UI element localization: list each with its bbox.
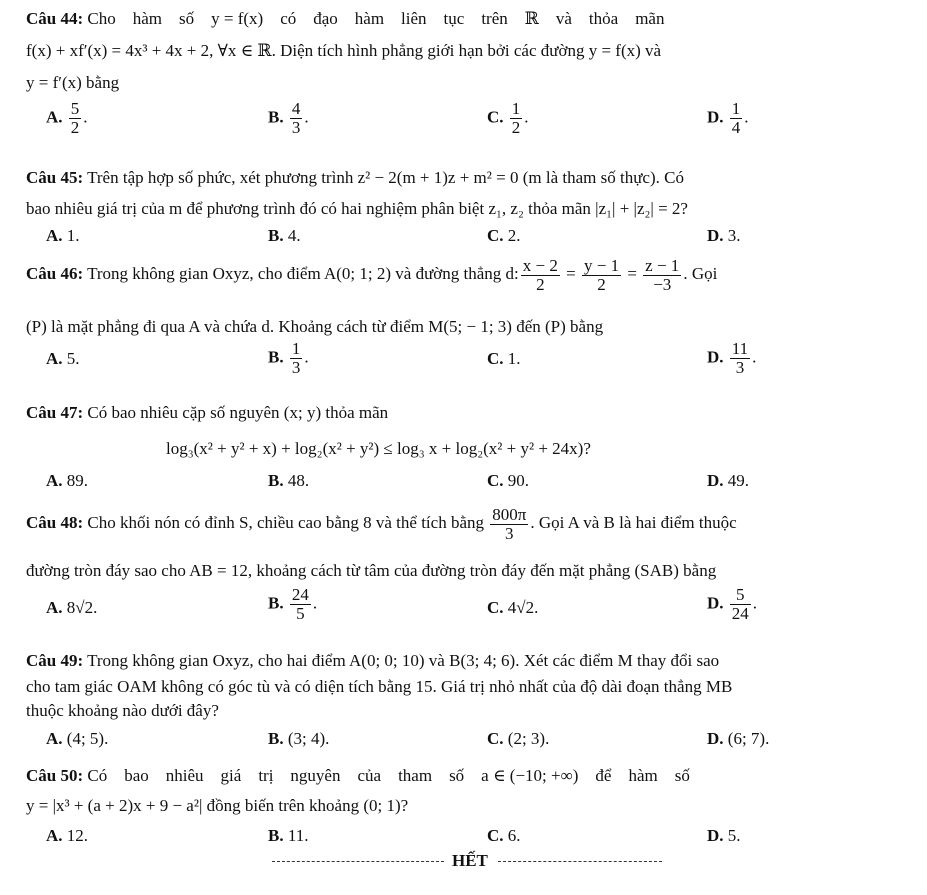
option-tail: . bbox=[304, 107, 309, 127]
fraction bbox=[290, 586, 311, 623]
q45-option-b[interactable] bbox=[268, 225, 301, 247]
footer-divider bbox=[272, 850, 662, 870]
q49-option-d[interactable] bbox=[707, 728, 769, 750]
option-text: 11. bbox=[287, 826, 309, 845]
q49-option-a[interactable] bbox=[46, 728, 108, 750]
q49-option-b[interactable] bbox=[268, 728, 329, 750]
option-text: 12. bbox=[66, 826, 89, 845]
option-label: C. bbox=[487, 226, 504, 245]
fraction bbox=[730, 100, 743, 137]
question-44-line-2: f(x) + xf′(x) = 4x³ + 4x + 2, ∀x ∈ ℝ. Diện tích hình phẳng giới hạn bởi các đường y = f(x) và bbox=[26, 41, 662, 60]
fraction-num: 5 bbox=[730, 586, 751, 605]
option-label: A. bbox=[46, 598, 63, 617]
fraction-den: 2 bbox=[70, 118, 80, 137]
question-45-label: Câu 45: bbox=[26, 168, 84, 187]
fraction-den: 3 bbox=[291, 118, 301, 137]
option-label: C. bbox=[487, 107, 504, 127]
option-text: 4√2. bbox=[507, 598, 539, 617]
option-text: 5. bbox=[727, 826, 741, 845]
fraction-den: −3 bbox=[653, 274, 672, 294]
fraction-den: 4 bbox=[731, 118, 741, 137]
fraction-num: y − 1 bbox=[583, 255, 620, 275]
option-text: (2; 3). bbox=[507, 729, 550, 748]
q44-option-a[interactable] bbox=[46, 100, 88, 137]
option-label: D. bbox=[707, 107, 724, 127]
option-label: C. bbox=[487, 826, 504, 845]
fraction bbox=[730, 340, 750, 377]
option-label: A. bbox=[46, 349, 63, 368]
option-label: A. bbox=[46, 729, 63, 748]
option-text: 5. bbox=[66, 349, 80, 368]
question-47-label: Câu 47: bbox=[26, 403, 84, 422]
option-label: C. bbox=[487, 349, 504, 368]
q48-option-b[interactable] bbox=[268, 586, 317, 623]
fraction-num: z − 1 bbox=[645, 255, 680, 275]
question-46-line-2: (P) là mặt phẳng đi qua A và chứa d. Khoảng cách từ điểm M(5; − 1; 3) đến (P) bằng bbox=[26, 317, 604, 336]
fraction bbox=[290, 100, 303, 137]
fraction-num: x − 2 bbox=[522, 255, 558, 275]
q48-option-c[interactable] bbox=[487, 597, 538, 619]
option-tail: . bbox=[312, 593, 318, 613]
q48-option-d[interactable] bbox=[707, 586, 757, 623]
option-label: A. bbox=[46, 226, 63, 245]
option-label: D. bbox=[707, 347, 724, 367]
question-47-line-1 bbox=[26, 402, 388, 424]
q46-option-a[interactable] bbox=[46, 348, 80, 370]
question-49-text-1: Trong không gian Oxyz, cho hai điểm A(0; 0; 10) và B(3; 4; 6). Xét các điểm M thay đổi sao bbox=[87, 651, 720, 670]
option-label: B. bbox=[268, 729, 284, 748]
fraction-den: 2 bbox=[597, 274, 606, 294]
option-text: 2. bbox=[507, 226, 521, 245]
q47-option-d[interactable] bbox=[707, 470, 749, 492]
question-46-label: Câu 46: bbox=[26, 264, 84, 283]
question-50-label: Câu 50: bbox=[26, 766, 84, 785]
q46-option-c[interactable] bbox=[487, 348, 521, 370]
fraction-num: 24 bbox=[291, 585, 309, 604]
fraction bbox=[643, 257, 681, 294]
question-48-line-2: đường tròn đáy sao cho AB = 12, khoảng cách từ tâm của đường tròn đáy đến mặt phẳng (SAB) bằng bbox=[26, 561, 717, 580]
fraction bbox=[290, 340, 303, 377]
fraction-den: 2 bbox=[511, 118, 521, 137]
option-text: 3. bbox=[727, 226, 741, 245]
q44-option-d[interactable] bbox=[707, 100, 749, 137]
question-45-line-2: bao nhiêu giá trị của m để phương trình đó có hai nghiệm phân biệt z₁, z₂ thỏa mãn |z₁| + |z₂| = 2? bbox=[26, 199, 688, 218]
question-50-line-1 bbox=[26, 765, 690, 787]
question-50-line-2: y = |x³ + (a + 2)x + 9 − a²| đồng biến trên khoảng (0; 1)? bbox=[26, 796, 409, 815]
option-label: A. bbox=[46, 471, 63, 490]
question-47-text-1: Có bao nhiêu cặp số nguyên (x; y) thỏa mãn bbox=[87, 403, 389, 422]
option-tail: . bbox=[744, 107, 749, 127]
option-label: D. bbox=[707, 226, 724, 245]
option-text: 1. bbox=[507, 349, 521, 368]
question-49-line-3: thuộc khoảng nào dưới đây? bbox=[26, 701, 219, 720]
q50-option-a[interactable] bbox=[46, 825, 88, 847]
dashed-line-right bbox=[498, 861, 662, 862]
option-tail: . bbox=[524, 107, 529, 127]
question-49-label: Câu 49: bbox=[26, 651, 84, 670]
option-text: 48. bbox=[287, 471, 310, 490]
fraction bbox=[69, 100, 82, 137]
fraction-den: 3 bbox=[735, 358, 745, 377]
q48-option-a[interactable] bbox=[46, 597, 97, 619]
q45-option-a[interactable] bbox=[46, 225, 80, 247]
question-45-line-1 bbox=[26, 167, 684, 189]
fraction-num: 1 bbox=[291, 339, 301, 358]
option-text: 90. bbox=[507, 471, 530, 490]
option-label: B. bbox=[268, 226, 284, 245]
question-46-text-1a: Trong không gian Oxyz, cho điểm A(0; 1; 2) và đường thẳng d: bbox=[87, 264, 519, 283]
option-text: 8√2. bbox=[66, 598, 98, 617]
fraction-den: 3 bbox=[291, 358, 301, 377]
question-48-text-1a: Cho khối nón có đỉnh S, chiều cao bằng 8 và thể tích bằng bbox=[87, 513, 484, 532]
q46-option-b[interactable] bbox=[268, 340, 309, 377]
q50-option-c[interactable] bbox=[487, 825, 521, 847]
q47-option-a[interactable] bbox=[46, 470, 88, 492]
dashed-line-left bbox=[272, 861, 444, 862]
q49-option-c[interactable] bbox=[487, 728, 549, 750]
option-tail: . bbox=[752, 593, 758, 613]
fraction bbox=[490, 506, 528, 543]
question-45-text-1: Trên tập hợp số phức, xét phương trình z² − 2(m + 1)z + m² = 0 (m là tham số thực). Có bbox=[87, 168, 684, 187]
option-tail: . bbox=[752, 347, 757, 367]
option-label: B. bbox=[268, 107, 284, 127]
question-44-text-1: Cho hàm số y = f(x) có đạo hàm liên tục trên ℝ và thỏa mãn bbox=[87, 9, 665, 28]
q46-option-d[interactable] bbox=[707, 340, 756, 377]
fraction-num: 1 bbox=[511, 99, 521, 118]
option-text: 4. bbox=[287, 226, 301, 245]
q50-option-d[interactable] bbox=[707, 825, 741, 847]
fraction-den: 3 bbox=[505, 523, 514, 543]
footer-end-label: HẾT bbox=[452, 851, 488, 870]
fraction-num: 800π bbox=[492, 504, 527, 524]
question-49-line-1 bbox=[26, 650, 719, 672]
question-48-label: Câu 48: bbox=[26, 513, 84, 532]
option-text: (3; 4). bbox=[287, 729, 330, 748]
question-47-formula: log₃(x² + y² + x) + log₂(x² + y²) ≤ log₃ x + log₂(x² + y² + 24x)? bbox=[166, 439, 591, 458]
fraction bbox=[730, 586, 751, 623]
option-text: (6; 7). bbox=[727, 729, 770, 748]
question-49-line-2: cho tam giác OAM không có góc tù và có diện tích bằng 15. Giá trị nhỏ nhất của độ dài đoạn thẳng MB bbox=[26, 677, 733, 696]
option-text: 6. bbox=[507, 826, 521, 845]
option-text: (4; 5). bbox=[66, 729, 109, 748]
q44-option-b[interactable] bbox=[268, 100, 309, 137]
q45-option-c[interactable] bbox=[487, 225, 521, 247]
option-label: A. bbox=[46, 826, 63, 845]
question-46-line-1: Câu 46: Trong không gian Oxyz, cho điểm A(0; 1; 2) và đường thẳng d: $\frac{x - 2}{2}$ = $\frac{y - 1}{2}$ = $\frac{z - 1}{-3}$ . Gọi bbox=[26, 255, 718, 294]
question-44-label: Câu 44: bbox=[26, 9, 84, 28]
option-label: B. bbox=[268, 593, 284, 613]
question-44-line-3: y = f′(x) bằng bbox=[26, 73, 120, 92]
fraction-den: 5 bbox=[296, 604, 305, 623]
option-label: D. bbox=[707, 471, 724, 490]
option-label: B. bbox=[268, 471, 284, 490]
question-48-line-1 bbox=[26, 505, 737, 543]
fraction bbox=[582, 257, 621, 294]
fraction-num: 4 bbox=[291, 99, 301, 118]
option-label: B. bbox=[268, 826, 284, 845]
option-label: D. bbox=[707, 729, 724, 748]
option-label: A. bbox=[46, 107, 63, 127]
option-text: 89. bbox=[66, 471, 89, 490]
q47-option-b[interactable] bbox=[268, 470, 309, 492]
question-50-text-1: Có bao nhiêu giá trị nguyên của tham số a ∈ (−10; +∞) để hàm số bbox=[87, 766, 690, 785]
fraction bbox=[510, 100, 523, 137]
fraction-num: 1 bbox=[731, 99, 741, 118]
option-text: 49. bbox=[727, 471, 750, 490]
option-label: D. bbox=[707, 826, 724, 845]
option-tail: . bbox=[304, 347, 309, 367]
option-label: C. bbox=[487, 471, 504, 490]
fraction-num: 11 bbox=[731, 339, 749, 358]
fraction-num: 5 bbox=[70, 99, 80, 118]
option-label: C. bbox=[487, 598, 504, 617]
option-tail: . bbox=[83, 107, 88, 127]
fraction-den: 24 bbox=[731, 604, 749, 623]
question-44-line-1 bbox=[26, 8, 664, 30]
fraction-den: 2 bbox=[536, 274, 545, 294]
q47-option-c[interactable] bbox=[487, 470, 529, 492]
option-label: C. bbox=[487, 729, 504, 748]
option-text: 1. bbox=[66, 226, 80, 245]
q45-option-d[interactable] bbox=[707, 225, 741, 247]
option-label: D. bbox=[707, 593, 724, 613]
question-46-text-1b: . Gọi bbox=[683, 264, 718, 283]
q44-option-c[interactable] bbox=[487, 100, 529, 137]
fraction bbox=[521, 257, 560, 294]
option-label: B. bbox=[268, 347, 284, 367]
q50-option-b[interactable] bbox=[268, 825, 308, 847]
question-48-text-1b: . Gọi A và B là hai điểm thuộc bbox=[530, 513, 737, 532]
